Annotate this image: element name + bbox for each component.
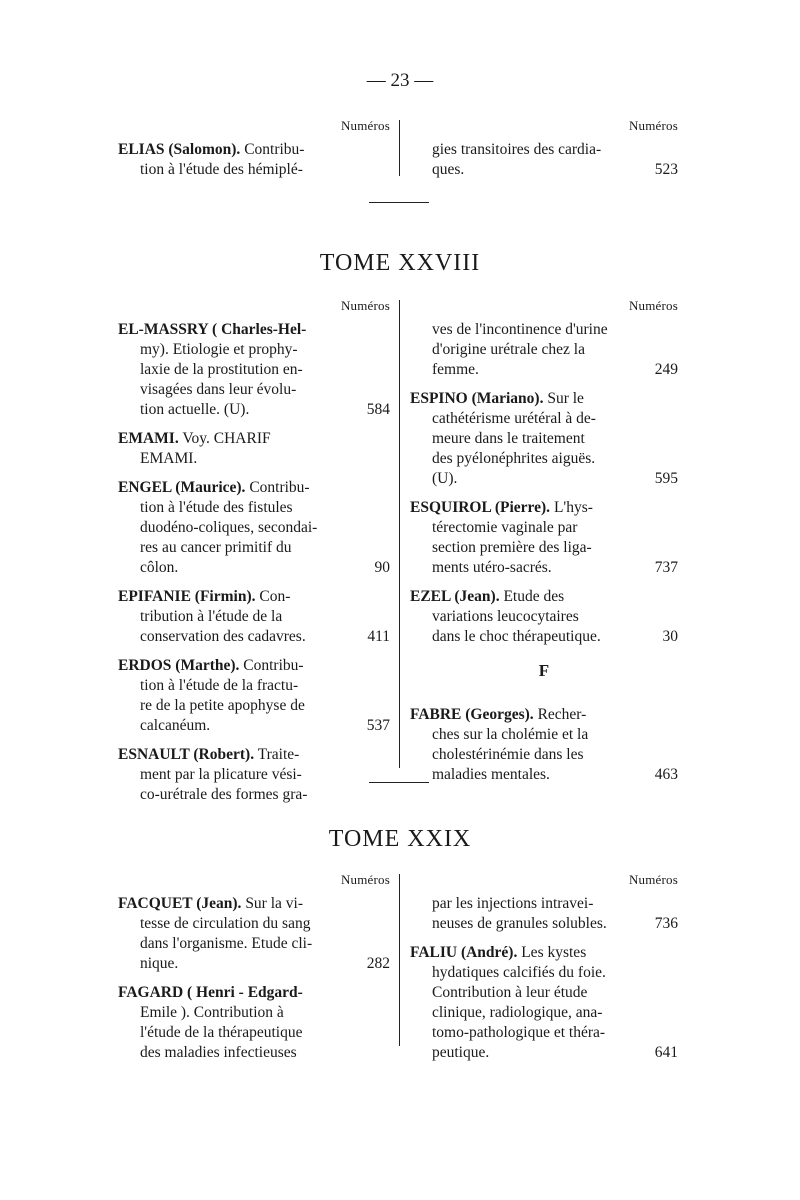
entry-line: tomo-pathologique et théra- [432,1024,606,1041]
entry-text: dans le choc thérapeutique. [432,628,601,645]
entry-line: cholestérinémie dans les [432,746,584,763]
entry-line: des maladies infectieuses [140,1044,297,1061]
column-divider [399,120,400,176]
entry-first-line [410,389,678,409]
thesis-number: 463 [654,766,678,783]
entry-text: côlon. [140,559,179,576]
page-number: — 23 — [366,70,434,91]
index-entry [410,587,678,647]
entry-line: my). Etiologie et prophy- [140,341,298,358]
entry-line: tribution à l'étude de la [140,608,283,625]
thesis-number: 737 [654,559,678,576]
entry-first-line [118,478,390,498]
author-name: FACQUET (Jean). [118,895,242,912]
entry-first-line [118,745,390,765]
index-entry [118,320,390,420]
right-column [410,872,678,1072]
index-entry [118,140,390,180]
entry-text: (U). [432,470,458,487]
index-entry [118,587,390,647]
entry-text: Contribu- [243,657,304,674]
entry-line: tion à l'étude des fistules [140,499,293,516]
column-header: Numéros [628,872,678,887]
entry-text: Con- [259,588,291,605]
entry-last-line [118,716,390,736]
thesis-number: 595 [654,470,678,487]
thesis-number: 30 [662,628,678,645]
entry-text: Recher- [537,706,587,723]
entry-line: tion à l'étude des hémiplé- [140,161,303,178]
entry-text: Contribu- [249,479,310,496]
entry-last-line [410,627,678,647]
index-entry [118,983,390,1063]
tome-heading: TOME XXIX [328,826,472,852]
entry-text: Contribu- [244,141,305,158]
column-header: Numéros [340,872,390,887]
entry-first-line [118,894,390,914]
author-name: FAGARD ( Henri - Edgard- [118,984,303,1001]
entry-continuation [410,320,678,380]
author-name: EZEL (Jean). [410,588,500,605]
author-name: EL-MASSRY ( Charles-Hel- [118,321,307,338]
entry-line: variations leucocytaires [432,608,579,625]
author-name: FABRE (Georges). [410,706,534,723]
column-header: Numéros [340,118,390,133]
thesis-number: 90 [374,559,390,576]
entry-last-line [118,627,390,647]
entry-line: d'origine urétrale chez la [432,341,585,358]
column-header: Numéros [628,118,678,133]
entry-line: clinique, radiologique, ana- [432,1004,603,1021]
entry-first-line [410,587,678,607]
entry-line: ment par la plicature vési- [140,766,302,783]
author-name: EMAMI. [118,430,179,447]
index-entry [118,894,390,974]
left-column [118,118,390,189]
thesis-number: 736 [654,915,678,932]
entry-line: gies transitoires des cardia- [432,141,602,158]
tome-heading: TOME XXVIII [319,250,481,276]
entry-last-line [410,360,678,380]
author-name: ESNAULT (Robert). [118,746,255,763]
index-entry [410,943,678,1063]
entry-line: visagées dans leur évolu- [140,381,297,398]
thesis-number: 523 [654,161,678,178]
entry-text: nique. [140,955,179,972]
entry-line: hydatiques calcifiés du foie. [432,964,606,981]
entry-line: l'étude de la thérapeutique [140,1024,303,1041]
left-column [118,872,390,1072]
entry-line: duodéno-coliques, secondai- [140,519,318,536]
entry-first-line [410,943,678,963]
entry-text: ques. [432,161,465,178]
column-divider [399,874,400,1046]
entry-text: ments utéro-sacrés. [432,559,552,576]
author-name: FALIU (André). [410,944,518,961]
entry-last-line [410,558,678,578]
entry-line: Emile ). Contribution à [140,1004,284,1021]
entry-text: femme. [432,361,479,378]
right-column [410,298,678,794]
thesis-number: 249 [654,361,678,378]
section-tome-29 [118,872,678,1061]
entry-text: conservation des cadavres. [140,628,306,645]
column-divider [399,300,400,768]
entry-last-line [118,449,390,469]
entry-first-line [410,498,678,518]
right-column [410,118,678,189]
entry-continuation [410,894,678,934]
column-header: Numéros [628,298,678,313]
entry-last-line [410,1043,678,1063]
entry-line: res au cancer primitif du [140,539,292,556]
entry-last-line [410,914,678,934]
index-entry [118,745,390,805]
entry-line: dans l'organisme. Etude cli- [140,935,313,952]
entry-line: par les injections intravei- [432,895,594,912]
index-entry [410,389,678,489]
entry-text: Sur le [547,390,584,407]
separator-rule [369,202,429,203]
entry-line: des pyélonéphrites aiguës. [432,450,596,467]
author-name: ELIAS (Salomon). [118,141,241,158]
author-name: EPIFANIE (Firmin). [118,588,256,605]
author-name: ESQUIROL (Pierre). [410,499,551,516]
thesis-number: 641 [654,1044,678,1061]
entry-text: Sur la vi- [245,895,303,912]
entry-last-line [410,160,678,180]
entry-text: EMAMI. [140,450,198,467]
entry-text: Traite- [257,746,300,763]
separator-rule [369,782,429,783]
author-name: ENGEL (Maurice). [118,479,246,496]
entry-first-line [118,429,390,449]
entry-text: neuses de granules solubles. [432,915,607,932]
column-header: Numéros [340,298,390,313]
thesis-number: 282 [366,955,390,972]
entry-first-line [118,983,390,1003]
thesis-number: 584 [366,401,390,418]
entry-line: meure dans le traitement [432,430,585,447]
index-entry [410,498,678,578]
index-entry [118,478,390,578]
entry-line: cathétérisme urétéral à de- [432,410,596,427]
section-continuation [118,118,678,178]
thesis-number: 411 [367,628,390,645]
entry-line: ches sur la cholémie et la [432,726,589,743]
entry-last-line [118,400,390,420]
entry-text: peutique. [432,1044,490,1061]
entry-line: section première des liga- [432,539,592,556]
entry-text: tion actuelle. (U). [140,401,250,418]
entry-text: Etude des [503,588,565,605]
entry-text: Voy. CHARIF [182,430,271,447]
entry-last-line [410,469,678,489]
thesis-number: 537 [366,717,390,734]
entry-line: re de la petite apophyse de [140,697,305,714]
entry-line: ves de l'incontinence d'urine [432,321,608,338]
entry-first-line [118,320,390,340]
index-entry [118,429,390,469]
index-entry [410,705,678,785]
entry-last-line [118,558,390,578]
entry-first-line [118,656,390,676]
index-entry [118,656,390,736]
entry-line: térectomie vaginale par [432,519,578,536]
entry-text: L'hys- [553,499,593,516]
author-name: ESPINO (Mariano). [410,390,544,407]
entry-line: tion à l'étude de la fractu- [140,677,299,694]
left-column [118,298,390,814]
section-tome-28 [118,298,678,803]
entry-line: tesse de circulation du sang [140,915,311,932]
author-name: ERDOS (Marthe). [118,657,240,674]
entry-first-line [118,587,390,607]
entry-first-line [118,140,390,160]
entry-first-line [410,705,678,725]
entry-line: Contribution à leur étude [432,984,588,1001]
entry-text: Les kystes [521,944,587,961]
entry-line: laxie de la prostitution en- [140,361,303,378]
entry-last-line [118,954,390,974]
entry-line: co-urétrale des formes gra- [140,786,308,803]
entry-text: maladies mentales. [432,766,550,783]
entry-last-line [410,765,678,785]
letter-heading: F [538,661,550,680]
entry-text: calcanéum. [140,717,211,734]
entry-continuation [410,140,678,180]
